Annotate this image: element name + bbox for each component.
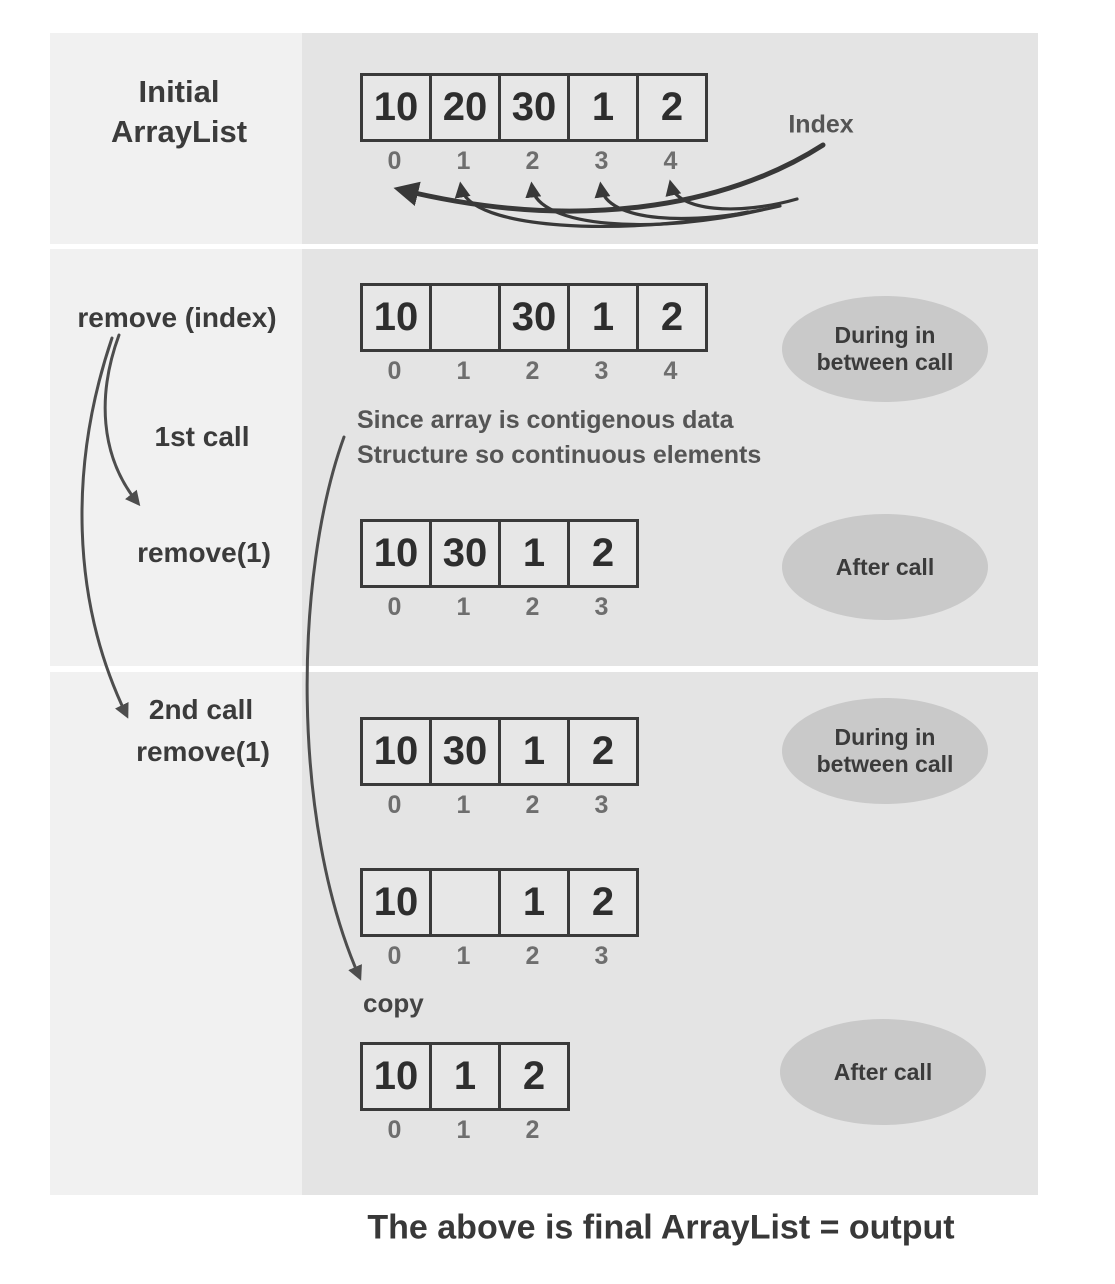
array-cell-empty (429, 283, 501, 352)
second-call-invocation: remove(1) (136, 736, 270, 767)
note-line1: Since array is contigenous data (357, 406, 734, 434)
array-cells (360, 73, 708, 142)
index-number: 0 (387, 147, 402, 175)
badge-after-second-call (780, 1019, 986, 1125)
array-indices (360, 1116, 570, 1145)
array-indices (360, 147, 708, 176)
index-number: 0 (387, 942, 402, 970)
array-cell: 1 (498, 519, 570, 588)
badge-line1: After call (833, 1058, 933, 1085)
badge-during-second-call (782, 698, 988, 804)
array-indices (360, 357, 708, 386)
array-cell: 30 (429, 519, 501, 588)
array-initial (360, 73, 708, 176)
index-number: 1 (456, 357, 471, 385)
array-during-first-call (360, 283, 708, 386)
index-number: 3 (594, 593, 609, 621)
badge-line1: During in (834, 724, 936, 750)
array-cell: 10 (360, 1042, 432, 1111)
array-cells (360, 868, 639, 937)
index-number: 4 (663, 147, 678, 175)
index-number: 1 (456, 942, 471, 970)
array-final (360, 1042, 570, 1145)
index-number: 4 (663, 357, 678, 385)
array-cell-empty (429, 868, 501, 937)
array-indices (360, 791, 639, 820)
badge-line2: between call (816, 349, 954, 375)
second-call-label: 2nd call (148, 694, 254, 725)
array-cell: 1 (498, 717, 570, 786)
array-cell: 1 (498, 868, 570, 937)
array-after-first-call (360, 519, 639, 622)
index-number: 0 (387, 593, 402, 621)
array-cell: 30 (429, 717, 501, 786)
first-call-label: 1st call (154, 421, 250, 452)
array-during-second-call (360, 717, 639, 820)
array-cell: 2 (567, 519, 639, 588)
array-cell: 2 (567, 717, 639, 786)
title-line2: ArrayList (110, 114, 248, 149)
array-cells (360, 283, 708, 352)
badge-line1: During in (834, 322, 936, 348)
copy-label: copy (363, 988, 424, 1018)
array-cell: 1 (567, 283, 639, 352)
array-cell: 30 (498, 73, 570, 142)
index-number: 0 (387, 1116, 402, 1144)
array-cell: 1 (567, 73, 639, 142)
index-number: 3 (594, 791, 609, 819)
index-number: 0 (387, 357, 402, 385)
array-indices (360, 593, 639, 622)
index-number: 1 (456, 791, 471, 819)
array-cell: 20 (429, 73, 501, 142)
index-number: 2 (525, 357, 540, 385)
badge-after-first-call (782, 514, 988, 620)
first-call-invocation: remove(1) (137, 537, 271, 568)
remove-signature-label: remove (index) (77, 302, 277, 333)
index-number: 2 (525, 593, 540, 621)
initial-arraylist-title (111, 72, 247, 152)
array-cell: 10 (360, 717, 432, 786)
array-cell: 10 (360, 73, 432, 142)
index-number: 1 (456, 147, 471, 175)
array-cell: 2 (567, 868, 639, 937)
index-number: 2 (525, 147, 540, 175)
note-line2: Structure so continuous elements (357, 441, 762, 469)
title-line1: Initial (138, 74, 220, 109)
array-cell: 10 (360, 283, 432, 352)
array-cell: 2 (498, 1042, 570, 1111)
contiguous-note (357, 403, 761, 473)
array-cell: 1 (429, 1042, 501, 1111)
index-number: 3 (594, 147, 609, 175)
array-cell: 10 (360, 868, 432, 937)
footer-caption: The above is final ArrayList = output (367, 1208, 955, 1247)
badge-line1: After call (835, 553, 935, 580)
badge-line2: between call (816, 751, 954, 777)
index-number: 3 (594, 942, 609, 970)
array-shifted-second-call (360, 868, 639, 971)
array-cell: 2 (636, 73, 708, 142)
index-number: 1 (456, 1116, 471, 1144)
array-cell: 2 (636, 283, 708, 352)
index-number: 2 (525, 1116, 540, 1144)
array-cell: 30 (498, 283, 570, 352)
index-number: 0 (387, 791, 402, 819)
array-indices (360, 942, 639, 971)
array-cell: 10 (360, 519, 432, 588)
index-number: 2 (525, 791, 540, 819)
index-annotation: Index (788, 110, 854, 139)
badge-during-first-call (782, 296, 988, 402)
index-number: 2 (525, 942, 540, 970)
index-number: 3 (594, 357, 609, 385)
array-cells (360, 519, 639, 588)
array-cells (360, 717, 639, 786)
array-cells (360, 1042, 570, 1111)
index-number: 1 (456, 593, 471, 621)
